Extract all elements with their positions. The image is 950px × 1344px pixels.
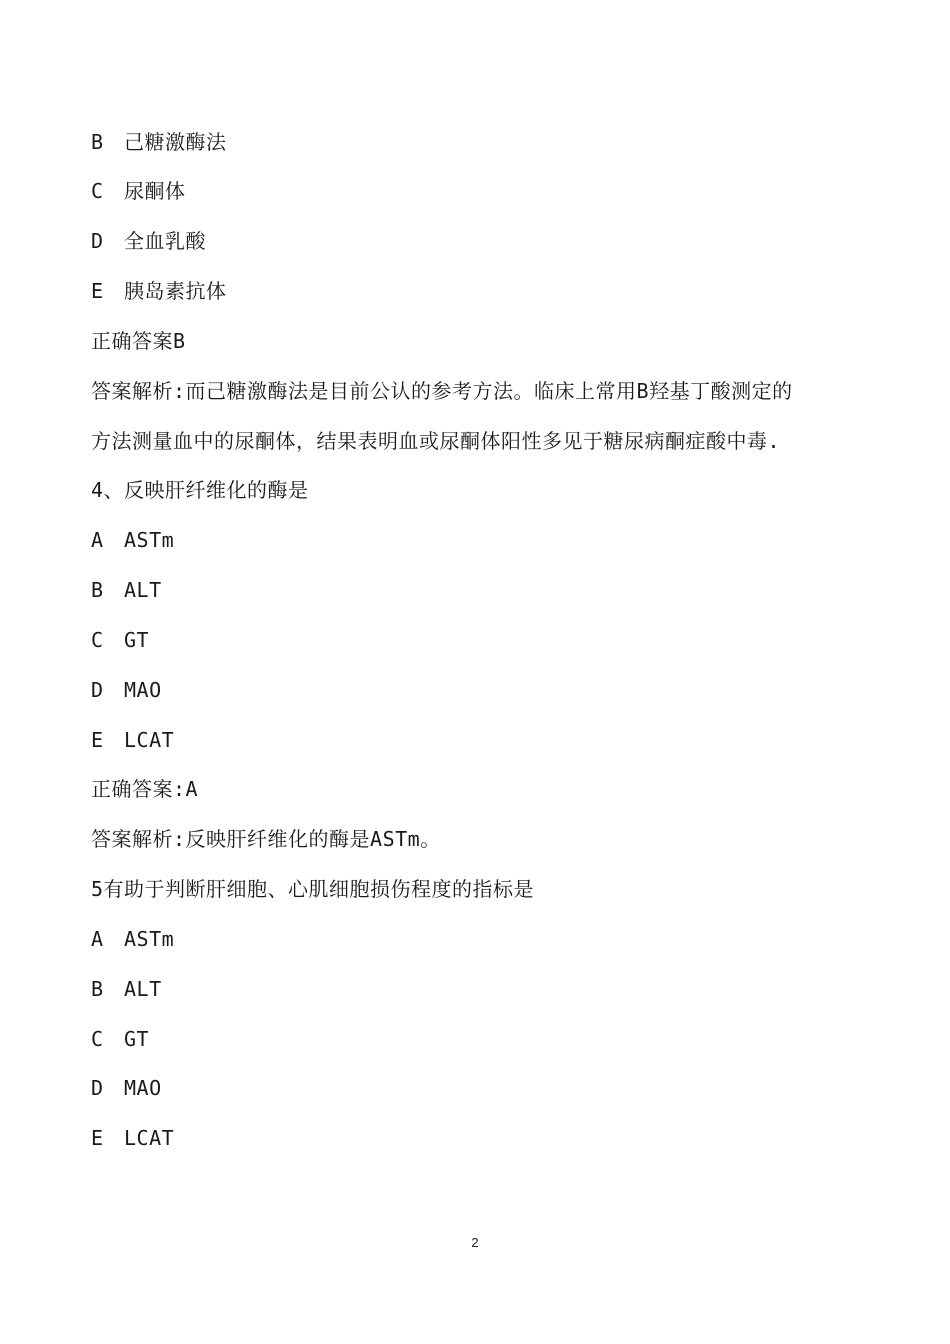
q4-option-c	[91, 627, 149, 653]
page-number: 2	[471, 1235, 479, 1250]
option-letter: B	[91, 578, 104, 602]
option-letter: A	[91, 528, 104, 552]
q4-answer: 正确答案:A	[91, 777, 199, 801]
option-text: 尿酮体	[124, 179, 186, 203]
q5-option-a	[91, 926, 174, 952]
option-letter: E	[91, 1126, 104, 1150]
q3-answer: 正确答案B	[91, 329, 186, 353]
option-letter: C	[91, 628, 104, 652]
option-text: MAO	[124, 678, 162, 702]
option-letter: C	[91, 1027, 104, 1051]
option-text: LCAT	[124, 1126, 175, 1150]
option-text: 胰岛素抗体	[124, 279, 227, 303]
option-text: GT	[124, 628, 150, 652]
q4-option-e	[91, 727, 174, 753]
option-letter: B	[91, 130, 104, 154]
q5-question: 5有助于判断肝细胞、心肌细胞损伤程度的指标是	[91, 877, 535, 901]
option-text: ASTm	[124, 528, 175, 552]
q3-option-b	[91, 129, 227, 155]
q4-option-d	[91, 677, 162, 703]
option-text: GT	[124, 1027, 150, 1051]
option-text: ALT	[124, 578, 162, 602]
q3-option-c	[91, 178, 186, 204]
option-text: 己糖激酶法	[124, 130, 227, 154]
option-text: ASTm	[124, 927, 175, 951]
q5-option-b	[91, 976, 162, 1002]
option-letter: B	[91, 977, 104, 1001]
q5-option-c	[91, 1026, 149, 1052]
option-letter: E	[91, 279, 104, 303]
option-letter: D	[91, 678, 104, 702]
q3-explanation-line1: 答案解析:而己糖激酶法是目前公认的参考方法。临床上常用B羟基丁酸测定的	[91, 379, 793, 403]
q4-explanation: 答案解析:反映肝纤维化的酶是ASTm。	[91, 827, 441, 851]
option-letter: A	[91, 927, 104, 951]
option-letter: C	[91, 179, 104, 203]
option-letter: D	[91, 229, 104, 253]
q3-explanation-line2: 方法测量血中的尿酮体，结果表明血或尿酮体阳性多见于糖尿病酮症酸中毒.	[91, 429, 781, 453]
q3-option-e	[91, 278, 227, 304]
q4-question: 4、反映肝纤维化的酶是	[91, 478, 309, 502]
option-text: MAO	[124, 1076, 162, 1100]
option-text: ALT	[124, 977, 162, 1001]
option-letter: D	[91, 1076, 104, 1100]
option-text: LCAT	[124, 728, 175, 752]
q5-option-e	[91, 1125, 174, 1151]
option-letter: E	[91, 728, 104, 752]
option-text: 全血乳酸	[124, 229, 206, 253]
q4-option-b	[91, 577, 162, 603]
q5-option-d	[91, 1075, 162, 1101]
q3-option-d	[91, 228, 206, 254]
q4-option-a	[91, 527, 174, 553]
